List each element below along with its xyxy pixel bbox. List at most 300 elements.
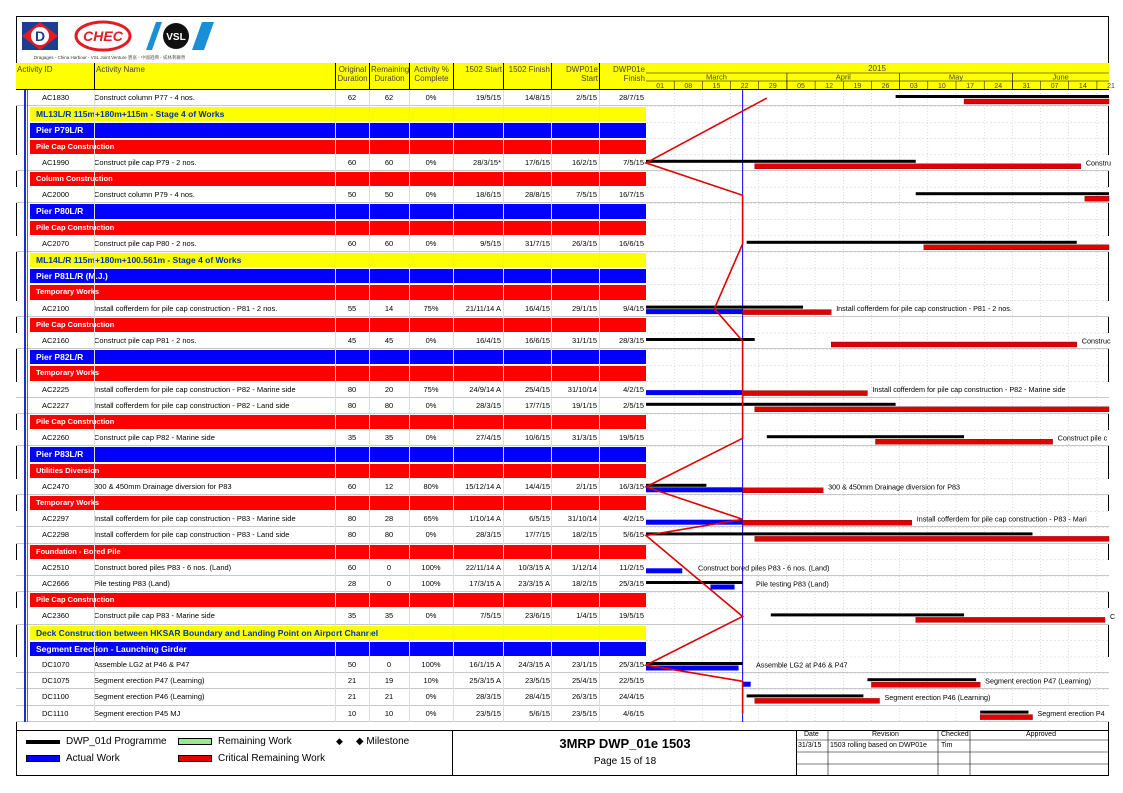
cell-dwp-finish: 16/3/15 xyxy=(618,481,644,491)
cell-dwp-start: 31/1/15 xyxy=(571,336,597,345)
cell-1502-start: 28/3/15 xyxy=(475,530,501,540)
legend-milestone xyxy=(336,736,409,747)
cell-activity-pct: 0% xyxy=(425,190,437,200)
cell-activity-pct: 100% xyxy=(421,660,441,669)
cell-1502-finish: 14/4/15 xyxy=(524,481,550,491)
cell-dwp-start: 25/4/15 xyxy=(571,676,597,686)
critical-bar xyxy=(743,310,832,315)
cell-dwp-start: 31/10/14 xyxy=(567,514,597,524)
milestone-icon: ◆ xyxy=(336,736,343,746)
programme-bar xyxy=(646,484,706,487)
cell-original-duration: 80 xyxy=(347,384,357,394)
wbs-band-yellow: Deck Construction between HKSAR Boundary and Landing Point on Airport Channel xyxy=(30,626,646,640)
bar-label: C xyxy=(1109,611,1116,621)
cell-dwp-finish: 19/5/15 xyxy=(618,433,644,443)
cell-remaining-duration: 50 xyxy=(384,190,394,200)
cell-activity-name: Install cofferdem for pile cap construction - P83 - Land side xyxy=(94,530,290,540)
legend-programme-label: DWP_01d Programme xyxy=(66,736,167,747)
wbs-band-blue: Pier P79L/R xyxy=(30,123,646,137)
bar-label: Segment erection P4 xyxy=(1037,709,1105,719)
legend-remaining-label: Remaining Work xyxy=(218,736,292,747)
critical-bar xyxy=(964,99,1109,104)
actual-bar xyxy=(646,390,743,395)
critical-bar xyxy=(755,536,1109,541)
header-activity-name: Activity Name xyxy=(94,63,335,90)
col-sep xyxy=(335,90,336,722)
col-sep xyxy=(94,90,95,722)
cell-activity-id: DC1100 xyxy=(42,692,69,702)
cell-activity-id: AC2360 xyxy=(42,611,70,621)
cell-1502-start: 25/3/15 A xyxy=(469,676,501,686)
cell-1502-finish: 24/3/15 A xyxy=(518,660,550,669)
header-activity-pct: Activity % Complete xyxy=(409,63,453,90)
cell-remaining-duration: 14 xyxy=(384,303,394,313)
cell-1502-finish: 23/6/15 xyxy=(524,611,550,621)
week-label: 19 xyxy=(853,83,862,90)
programme-bar xyxy=(646,532,1033,535)
bar-label: Constru xyxy=(1085,158,1111,168)
cell-1502-finish: 17/7/15 xyxy=(524,530,550,540)
cell-activity-name: Install cofferdem for pile cap construction - P81 - 2 nos. xyxy=(94,303,278,313)
programme-bar xyxy=(747,241,1077,244)
cell-dwp-finish: 25/3/15 xyxy=(618,660,644,669)
critical-bar xyxy=(743,391,868,396)
cell-dwp-finish: 9/4/15 xyxy=(623,303,644,313)
cell-activity-pct: 65% xyxy=(423,514,439,524)
cell-remaining-duration: 21 xyxy=(384,692,394,702)
vsl-logo xyxy=(146,20,214,52)
cell-remaining-duration: 35 xyxy=(384,611,394,621)
cell-dwp-start: 1/4/15 xyxy=(576,611,597,621)
week-label: 15 xyxy=(712,83,721,90)
bar-label: Assemble LG2 at P46 & P47 xyxy=(756,660,848,670)
actual-bar xyxy=(743,682,751,687)
cell-activity-name: Segment erection P45 MJ xyxy=(94,708,181,718)
rev-revision: 1503 rolling based on DWP01e xyxy=(830,742,927,749)
week-label: 26 xyxy=(881,83,890,90)
cell-dwp-start: 1/12/14 xyxy=(571,562,597,572)
cell-dwp-finish: 7/5/15 xyxy=(623,157,644,167)
cell-activity-id: AC2297 xyxy=(42,514,70,524)
gantt-chart xyxy=(646,90,1116,722)
cell-activity-pct: 10% xyxy=(423,676,439,686)
rev-header-date: Date xyxy=(804,731,819,738)
cell-activity-id: AC1990 xyxy=(42,157,70,167)
cell-activity-id: AC2100 xyxy=(42,303,70,313)
cell-1502-start: 16/4/15 xyxy=(475,336,501,345)
logo-chec-text: CHEC xyxy=(83,28,123,44)
legend-critical-swatch xyxy=(178,755,212,762)
critical-bar xyxy=(980,715,1032,720)
wbs-band-blue: Segment Erection - Launching Girder xyxy=(30,642,646,656)
critical-bar xyxy=(743,488,824,493)
cell-activity-name: Segment erection P47 (Learning) xyxy=(94,676,205,686)
cell-dwp-start: 26/3/15 xyxy=(571,692,597,702)
cell-1502-start: 28/3/15* xyxy=(473,157,501,167)
cell-remaining-duration: 28 xyxy=(384,514,394,524)
legend-remaining xyxy=(178,736,292,747)
cell-dwp-finish: 2/5/15 xyxy=(623,400,644,410)
bar-label: Segment erection P47 (Learning) xyxy=(985,676,1092,686)
timeline-year: 2015 xyxy=(868,64,886,73)
wbs-band-red: Pile Cap Construction xyxy=(30,221,646,235)
programme-bar xyxy=(646,338,755,341)
cell-original-duration: 80 xyxy=(347,400,357,410)
cell-activity-id: AC2260 xyxy=(42,433,70,443)
cell-activity-pct: 0% xyxy=(425,400,437,410)
actual-bar xyxy=(710,585,734,590)
wbs-band-blue: Pier P82L/R xyxy=(30,350,646,364)
cell-dwp-finish: 4/2/15 xyxy=(623,514,644,524)
bar-label: Construct pile c xyxy=(1057,433,1108,443)
cell-1502-finish: 6/5/15 xyxy=(529,514,550,524)
cell-1502-start: 19/5/15 xyxy=(475,93,501,102)
week-label: 24 xyxy=(994,83,1003,90)
cell-remaining-duration: 0 xyxy=(386,562,392,572)
cell-1502-finish: 17/6/15 xyxy=(524,157,550,167)
bar-label: Construc xyxy=(1081,336,1111,346)
actual-bar xyxy=(646,568,682,573)
actual-bar xyxy=(646,309,743,314)
cell-1502-start: 28/3/15 xyxy=(475,400,501,410)
week-label: 07 xyxy=(1050,83,1059,90)
critical-bar xyxy=(871,682,980,687)
programme-bar xyxy=(916,192,1109,195)
critical-bar xyxy=(755,407,1109,412)
programme-bar xyxy=(867,678,976,681)
cell-dwp-finish: 28/7/15 xyxy=(618,93,644,102)
cell-original-duration: 50 xyxy=(347,190,357,200)
cell-1502-start: 21/11/14 A xyxy=(465,303,501,313)
cell-original-duration: 60 xyxy=(347,157,357,167)
cell-1502-start: 23/5/15 xyxy=(475,708,501,718)
critical-bar xyxy=(916,617,1105,622)
cell-dwp-finish: 25/3/15 xyxy=(618,579,644,588)
cell-1502-finish: 14/8/15 xyxy=(524,93,550,102)
month-label: March xyxy=(706,72,727,82)
cell-original-duration: 62 xyxy=(347,93,357,102)
critical-bar xyxy=(743,520,912,525)
cell-1502-start: 15/12/14 A xyxy=(465,481,501,491)
dragages-logo xyxy=(22,22,58,50)
week-label: 31 xyxy=(1022,83,1031,90)
cell-remaining-duration: 10 xyxy=(384,708,394,718)
cell-activity-name: Construct pile cap P82 - Marine side xyxy=(94,433,215,443)
jv-caption: Dragages - China Harbour - VSL Joint Venture 寶嘉 - 中國港灣 - 威林利聯營 xyxy=(34,55,186,60)
cell-1502-start: 1/10/14 A xyxy=(469,514,501,524)
wbs-band-red: Pile Cap Construction xyxy=(30,140,646,154)
cell-original-duration: 60 xyxy=(347,238,357,248)
wbs-band-red: Temporary Works xyxy=(30,366,646,380)
month-label: June xyxy=(1052,72,1069,82)
programme-bar xyxy=(646,662,743,665)
header-remaining-duration: Remaining Duration xyxy=(369,63,409,90)
programme-bar xyxy=(646,403,896,406)
progress-line xyxy=(646,98,767,714)
cell-1502-start: 9/5/15 xyxy=(480,238,501,248)
cell-activity-name: Install cofferdem for pile cap construction - P82 - Land side xyxy=(94,400,290,410)
cell-dwp-finish: 19/5/15 xyxy=(618,611,644,621)
critical-bar xyxy=(1085,196,1109,201)
cell-activity-pct: 0% xyxy=(425,157,437,167)
programme-bar xyxy=(646,160,916,163)
cell-activity-id: AC2470 xyxy=(42,481,70,491)
cell-activity-pct: 100% xyxy=(421,579,441,588)
cell-dwp-start: 7/5/15 xyxy=(576,190,597,200)
bar-label: Install cofferdem for pile cap construction - P82 - Marine side xyxy=(872,385,1066,395)
wbs-band-red: Pile Cap Construction xyxy=(30,593,646,607)
legend-actual xyxy=(26,753,120,764)
cell-remaining-duration: 19 xyxy=(384,676,394,686)
wbs-band-red: Temporary Works xyxy=(30,285,646,299)
week-label: 17 xyxy=(966,83,974,90)
wbs-band-red: Utilities Diversion xyxy=(30,464,646,478)
cell-activity-name: Construct pile cap P83 - Marine side xyxy=(94,611,215,621)
wbs-band-blue: Pier P80L/R xyxy=(30,204,646,218)
cell-dwp-finish: 22/5/15 xyxy=(618,676,644,686)
cell-dwp-finish: 4/6/15 xyxy=(623,708,644,718)
month-label: May xyxy=(948,72,964,82)
logo-d-text: D xyxy=(34,28,46,44)
outline-bar-blue xyxy=(24,90,26,722)
cell-dwp-start: 16/2/15 xyxy=(571,157,597,167)
cell-activity-pct: 75% xyxy=(423,303,439,313)
legend-remaining-swatch xyxy=(178,738,212,745)
header-activity-id: Activity ID xyxy=(17,65,53,74)
cell-1502-start: 28/3/15 xyxy=(475,692,501,702)
cell-dwp-start: 31/10/14 xyxy=(567,384,597,394)
cell-remaining-duration: 0 xyxy=(386,579,392,588)
col-sep xyxy=(369,90,370,722)
week-label: 22 xyxy=(740,83,749,90)
cell-activity-name: Assemble LG2 at P46 & P47 xyxy=(94,660,190,669)
wbs-band-blue: Pier P81L/R (M.J.) xyxy=(30,269,646,283)
header-1502-start: 1502 Start xyxy=(453,63,503,90)
cell-1502-finish: 28/4/15 xyxy=(524,692,550,702)
critical-bar xyxy=(875,439,1052,444)
cell-activity-pct: 0% xyxy=(425,336,437,345)
cell-1502-start: 17/3/15 A xyxy=(469,579,501,588)
cell-dwp-finish: 16/6/15 xyxy=(618,238,644,248)
rev-checked: Tim xyxy=(941,742,953,749)
cell-activity-pct: 0% xyxy=(425,433,437,443)
cell-original-duration: 60 xyxy=(347,481,357,491)
legend-milestone-label: ◆ Milestone xyxy=(355,736,410,747)
cell-1502-start: 22/11/14 A xyxy=(465,562,501,572)
cell-dwp-finish: 28/3/15 xyxy=(618,336,644,345)
cell-remaining-duration: 80 xyxy=(384,530,394,540)
cell-dwp-start: 19/1/15 xyxy=(571,400,597,410)
cell-activity-name: Construct column P77 - 4 nos. xyxy=(94,93,195,102)
header-original-duration: Original Duration xyxy=(335,63,369,90)
week-label: 14 xyxy=(1078,83,1087,90)
col-sep xyxy=(503,90,504,722)
wbs-band-red: Pile Cap Construction xyxy=(30,318,646,332)
wbs-band-blue: Pier P83L/R xyxy=(30,447,646,461)
logo-vsl-text: VSL xyxy=(166,32,186,43)
cell-original-duration: 45 xyxy=(347,336,357,345)
programme-bar xyxy=(646,306,803,309)
cell-1502-finish: 31/7/15 xyxy=(524,238,550,248)
cell-1502-finish: 16/6/15 xyxy=(524,336,550,345)
cell-1502-finish: 5/6/15 xyxy=(529,708,550,718)
cell-remaining-duration: 60 xyxy=(384,157,394,167)
cell-1502-finish: 23/3/15 A xyxy=(518,579,550,588)
cell-1502-finish: 28/8/15 xyxy=(524,190,550,200)
rev-header-revision: Revision xyxy=(872,731,899,738)
month-label: April xyxy=(835,72,851,82)
cell-remaining-duration: 12 xyxy=(384,481,394,491)
critical-bar xyxy=(924,245,1109,250)
cell-activity-id: DC1070 xyxy=(42,660,70,669)
wbs-band-red: Column Construction xyxy=(30,172,646,186)
programme-bar xyxy=(980,711,1028,714)
cell-activity-id: DC1110 xyxy=(42,708,69,718)
cell-remaining-duration: 20 xyxy=(384,384,394,394)
legend-programme xyxy=(26,736,167,747)
week-label: 21 xyxy=(1107,83,1115,90)
col-sep xyxy=(551,90,552,722)
legend-critical-label: Critical Remaining Work xyxy=(218,753,326,764)
legend-critical xyxy=(178,753,325,764)
header-1502-finish: 1502 Finish xyxy=(503,63,551,90)
cell-1502-start: 16/1/15 A xyxy=(469,660,501,669)
rev-header-checked: Checked xyxy=(941,731,969,738)
legend-programme-swatch xyxy=(26,740,60,744)
cell-activity-name: Install cofferdem for pile cap construction - P83 - Marine side xyxy=(94,514,296,524)
wbs-band-yellow: ML14L/R 115m+180m+100.561m - Stage 4 of Works xyxy=(30,253,646,267)
cell-activity-name: Construct pile cap P80 - 2 nos. xyxy=(94,238,197,248)
bar-label: Construct bored piles P83 - 6 nos. (Land) xyxy=(698,563,830,573)
cell-dwp-start: 18/2/15 xyxy=(571,530,597,540)
week-label: 03 xyxy=(909,83,918,90)
project-title: 3MRP DWP_01e 1503 xyxy=(559,736,691,751)
cell-dwp-start: 23/5/15 xyxy=(571,708,597,718)
cell-activity-pct: 0% xyxy=(425,530,437,540)
cell-activity-id: AC2227 xyxy=(42,400,70,410)
bar-label: Install cofferdem for pile cap construction - P81 - 2 nos. xyxy=(836,304,1012,314)
cell-activity-pct: 75% xyxy=(423,384,439,394)
cell-activity-id: AC2070 xyxy=(42,238,70,248)
cell-original-duration: 60 xyxy=(347,562,357,572)
cell-activity-id: AC1830 xyxy=(42,93,70,102)
cell-activity-pct: 0% xyxy=(425,93,437,102)
cell-activity-name: Construct pile cap P81 - 2 nos. xyxy=(94,336,197,345)
critical-bar xyxy=(755,164,1081,169)
cell-dwp-start: 23/1/15 xyxy=(571,660,597,669)
cell-activity-pct: 0% xyxy=(425,708,437,718)
col-sep xyxy=(409,90,410,722)
cell-dwp-finish: 16/7/15 xyxy=(618,190,644,200)
cell-dwp-start: 29/1/15 xyxy=(571,303,597,313)
cell-dwp-finish: 11/2/15 xyxy=(619,562,644,572)
cell-remaining-duration: 35 xyxy=(384,433,394,443)
cell-activity-name: Install cofferdem for pile cap construction - P82 - Marine side xyxy=(94,384,296,394)
week-label: 29 xyxy=(768,83,777,90)
wbs-band-red: Pile Cap Construction xyxy=(30,415,646,429)
programme-bar xyxy=(771,613,964,616)
programme-bar xyxy=(896,95,1109,98)
timeline-header xyxy=(646,63,1115,90)
cell-1502-start: 18/6/15 xyxy=(475,190,501,200)
week-label: 10 xyxy=(938,83,946,90)
wbs-band-red: Temporary Works xyxy=(30,496,646,510)
cell-remaining-duration: 60 xyxy=(384,238,394,248)
bar-label: Pile testing P83 (Land) xyxy=(756,579,829,589)
critical-bar xyxy=(755,698,880,703)
cell-activity-id: DC1075 xyxy=(42,676,70,686)
cell-activity-name: Construct pile cap P79 - 2 nos. xyxy=(94,157,197,167)
cell-original-duration: 35 xyxy=(347,433,357,443)
bar-label: 300 & 450mm Drainage diversion for P83 xyxy=(828,482,960,492)
cell-remaining-duration: 0 xyxy=(386,660,392,669)
bar-label: Segment erection P46 (Learning) xyxy=(884,692,991,702)
cell-original-duration: 35 xyxy=(347,611,357,621)
programme-bar xyxy=(747,694,864,697)
cell-1502-start: 24/9/14 A xyxy=(469,384,501,394)
week-label: 12 xyxy=(825,83,834,90)
cell-activity-name: Pile testing P83 (Land) xyxy=(94,579,170,588)
cell-remaining-duration: 45 xyxy=(384,336,394,345)
chec-logo xyxy=(74,20,132,52)
cell-1502-finish: 23/5/15 xyxy=(524,676,550,686)
cell-remaining-duration: 62 xyxy=(384,93,394,102)
outline-bar-purple xyxy=(27,90,28,722)
cell-original-duration: 21 xyxy=(347,676,357,686)
cell-activity-id: AC2000 xyxy=(42,190,70,200)
cell-activity-id: AC2225 xyxy=(42,384,70,394)
cell-dwp-start: 31/3/15 xyxy=(571,433,597,443)
cell-1502-start: 27/4/15 xyxy=(475,433,501,443)
cell-activity-pct: 80% xyxy=(423,481,439,491)
cell-dwp-start: 18/2/15 xyxy=(571,579,597,588)
cell-original-duration: 28 xyxy=(347,579,357,588)
cell-original-duration: 80 xyxy=(347,530,357,540)
header-dwp-start: DWP01e Start xyxy=(551,63,599,90)
cell-1502-finish: 16/4/15 xyxy=(524,303,550,313)
cell-1502-start: 7/5/15 xyxy=(480,611,501,621)
cell-dwp-start: 2/5/15 xyxy=(576,93,597,102)
cell-dwp-start: 26/3/15 xyxy=(571,238,597,248)
rev-header-approved: Approved xyxy=(1026,731,1056,738)
bar-label: Install cofferdem for pile cap construction - P83 - Mari xyxy=(916,514,1087,524)
cell-original-duration: 55 xyxy=(347,303,357,313)
cell-remaining-duration: 80 xyxy=(384,400,394,410)
cell-activity-pct: 0% xyxy=(425,692,437,702)
cell-activity-name: Construct bored piles P83 - 6 nos. (Land) xyxy=(94,562,232,572)
cell-original-duration: 50 xyxy=(347,660,357,669)
cell-activity-name: Construct column P79 - 4 nos. xyxy=(94,190,195,200)
cell-activity-pct: 0% xyxy=(425,611,437,621)
legend-actual-swatch xyxy=(26,755,60,762)
cell-activity-name: Segment erection P46 (Learning) xyxy=(94,692,205,702)
legend-actual-label: Actual Work xyxy=(66,753,120,764)
cell-original-duration: 21 xyxy=(347,692,357,702)
wbs-band-yellow: ML13L/R 115m+180m+115m - Stage 4 of Works xyxy=(30,107,646,121)
week-label: 01 xyxy=(656,83,664,90)
cell-activity-id: AC2666 xyxy=(42,579,70,588)
cell-1502-finish: 10/6/15 xyxy=(524,433,550,443)
cell-activity-pct: 0% xyxy=(425,238,437,248)
programme-bar xyxy=(646,581,743,584)
critical-bar xyxy=(831,342,1077,347)
cell-activity-id: AC2298 xyxy=(42,530,70,540)
col-sep xyxy=(453,90,454,722)
week-label: 05 xyxy=(797,83,805,90)
header-dwp-finish: DWP01e Finish xyxy=(599,63,646,90)
cell-dwp-start: 2/1/15 xyxy=(576,481,597,491)
cell-original-duration: 10 xyxy=(347,708,357,718)
